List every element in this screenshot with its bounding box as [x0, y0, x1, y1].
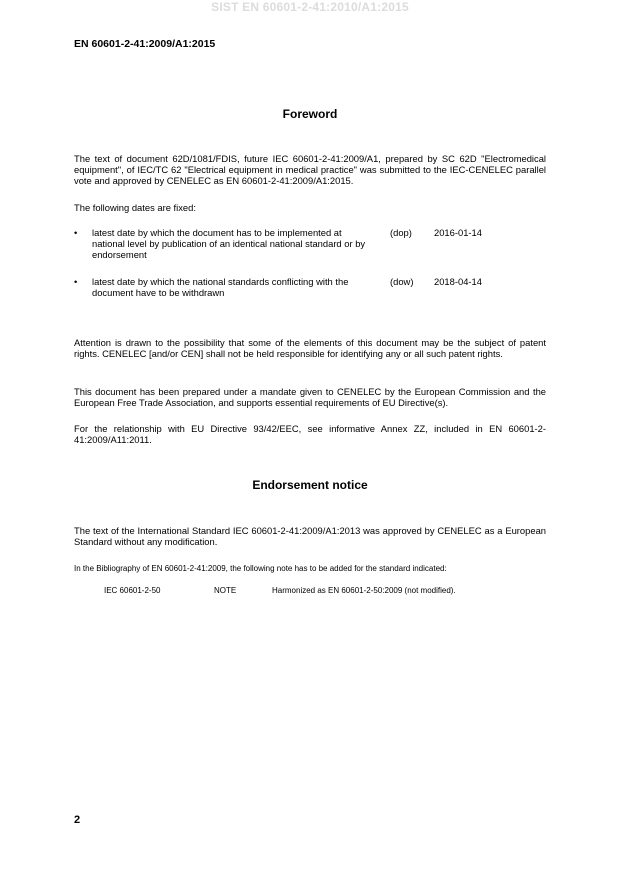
endorsement-title: Endorsement notice: [252, 478, 368, 492]
dates-intro: The following dates are fixed:: [74, 202, 196, 213]
document-id: EN 60601-2-41:2009/A1:2015: [74, 38, 216, 50]
note-label: NOTE: [214, 586, 237, 595]
date-item-code: (dow): [390, 276, 414, 287]
date-item-date: 2018-04-14: [434, 276, 482, 287]
mandate-paragraph: This document has been prepared under a mandate given to CENELEC by the European Commission and the European Free Trade Association, and supports essential requirements of EU Directive(s).: [74, 386, 546, 409]
note-standard: IEC 60601-2-50: [104, 586, 161, 595]
watermark: SIST EN 60601-2-41:2010/A1:2015: [211, 0, 409, 14]
bullet-icon: •: [74, 227, 78, 238]
date-item-text: latest date by which the document has to be implemented at national level by publication of an identical national standard or by endorsement: [92, 227, 366, 261]
date-item-text: latest date by which the national standards conflicting with the document have to be withdrawn: [92, 276, 349, 299]
foreword-title: Foreword: [282, 107, 338, 121]
endorsement-paragraph: The text of the International Standard IEC 60601-2-41:2009/A1:2013 was approved by CENELEC as a European Standard without any modification.: [74, 525, 546, 548]
page-number: 2: [74, 814, 81, 826]
patent-paragraph: Attention is drawn to the possibility that some of the elements of this document may be the subject of patent rights. CENELEC [and/or CEN] shall not be held responsible for identifying any or all such patent rights.: [74, 337, 546, 360]
foreword-intro-paragraph: The text of document 62D/1081/FDIS, future IEC 60601-2-41:2009/A1, prepared by SC 62D "Electromedical equipment", of IEC/TC 62 "Electrical equipment in medical practice" was submitted to the IEC-CENELEC parallel vote and approved by CENELEC as EN 60601-2-41:2009/A1:2015.: [74, 153, 546, 187]
relationship-paragraph: For the relationship with EU Directive 93/42/EEC, see informative Annex ZZ, included in EN 60601-2-41:2009/A11:2011.: [74, 423, 546, 446]
bullet-icon: •: [74, 276, 78, 287]
bibliography-intro: In the Bibliography of EN 60601-2-41:2009, the following note has to be added for the standard indicated:: [74, 564, 447, 573]
date-item-code: (dop): [390, 227, 412, 238]
date-item-date: 2016-01-14: [434, 227, 482, 238]
note-text: Harmonized as EN 60601-2-50:2009 (not modified).: [272, 586, 456, 595]
